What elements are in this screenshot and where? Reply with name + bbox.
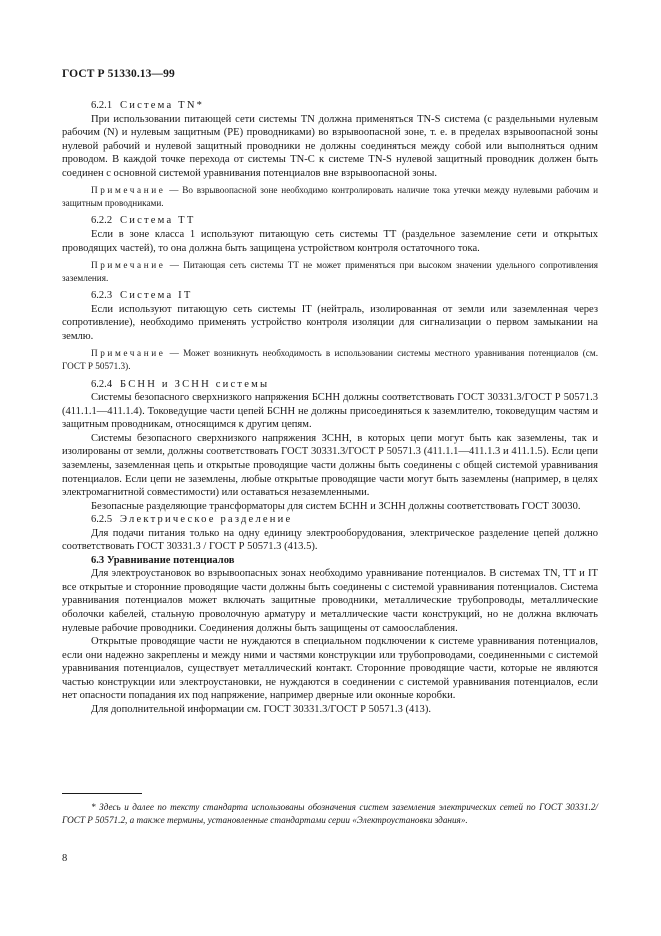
note-6-2-1: [62, 184, 598, 209]
section-6-2-5-heading: [62, 513, 598, 527]
page-content: [62, 98, 598, 716]
section-6-2-1-heading: [62, 99, 598, 113]
note-label: Примечание: [91, 348, 166, 359]
section-number: 6.2.1: [91, 100, 113, 111]
section-number: 6.2.2: [91, 215, 113, 227]
footnote-separator: [62, 793, 142, 794]
section-6-2-3-heading: [62, 289, 598, 303]
section-6-2-5-body: Для подачи питания только на одну единицу электрооборудования, электрическое разделение цепей должно соответствовать ГОСТ 30331.3 / ГОСТ Р 50571.3 (413.5).: [62, 527, 598, 553]
section-6-2-4-para-1: Системы безопасного сверхнизкого напряжения БСНН должны соответствовать ГОСТ 30331.3/ГОСТ Р 50571.3 (411.1.1—411.1.4). Токоведущие части цепей БСНН не должны присоединяться к заземлителю, токоведущим частям и защитным проводникам, относящимся к другим цепям.: [62, 392, 598, 431]
section-6-2-1-body: При использовании питающей сети системы TN должна применяться TN-S система (с раздельными нулевым рабочим (N) и нулевым защитным (PE) проводниками) во взрывоопасной зоне, т. е. в пределах взрывоопасной зоны нулевой рабочий и нулевой защитный проводники не должны соединяться между собой или выполняться одним проводом. В каждой точке перехода от системы TN-C к системе TN-S нулевой защитный проводник должен быть соединен с основной системой уравнивания потенциалов вне взрывоопасной зоны.: [62, 113, 598, 179]
section-number: 6.2.4: [91, 378, 113, 390]
page-number: 8: [62, 853, 68, 864]
section-6-3-para-1: Для электроустановок во взрывоопасных зонах необходимо уравнивание потенциалов. В системах TN, TT и IT все открытые и сторонние проводящие части должны быть соединены с системой уравнивания потенциалов. Система уравнивания потенциалов может включать защитные проводники, металлические трубопроводы, металлические оболочки кабелей, стальную проволочную арматуру и металлические части конструкций, но не должна включать нулевые рабочие проводники. Соединения должны быть защищены от самоослабления.: [62, 568, 598, 634]
section-title: Система TN*: [120, 100, 205, 111]
section-6-2-4-heading: [62, 378, 598, 392]
section-title: Электрическое разделение: [120, 514, 293, 526]
note-label: Примечание: [91, 185, 166, 196]
section-title: БСНН и ЗСНН системы: [120, 378, 270, 390]
section-6-2-2-heading: [62, 214, 598, 228]
note-text: — Может возникнуть необходимость в использовании системы местного уравнивания потенциалов (см. ГОСТ Р 50571.3).: [62, 348, 598, 372]
section-number: 6.2.5: [91, 514, 113, 526]
note-6-2-3: [62, 347, 598, 372]
footnote: * Здесь и далее по тексту стандарта использованы обозначения систем заземления электрических сетей по ГОСТ 30331.2/ГОСТ Р 50571.2, а также термины, установленные стандартами серии «Электроустановки здания».: [62, 802, 598, 826]
section-6-3-para-3: Для дополнительной информации см. ГОСТ 30331.3/ГОСТ Р 50571.3 (413).: [91, 703, 431, 715]
note-text: — Питающая сеть системы TT не может применяться при высоком значении удельного сопротивления заземления.: [62, 260, 598, 283]
section-6-3-heading: 6.3 Уравнивание потенциалов: [91, 554, 235, 566]
note-text: — Во взрывоопасной зоне необходимо контролировать наличие тока утечки между нулевыми рабочим и защитным проводниками.: [62, 185, 599, 208]
section-title: Система IT: [120, 290, 193, 302]
section-6-2-4-para-3: Безопасные разделяющие трансформаторы для систем БСНН и ЗСНН должны соответствовать ГОСТ 30030.: [91, 500, 581, 512]
section-6-2-3-body: Если используют питающую сеть системы IT (нейтраль, изолированная от земли или заземленная через сопротивление), необходимо применять устройство контроля изоляции для сигнализации о первом замыкании на землю.: [62, 303, 598, 342]
section-6-2-2-body: Если в зоне класса 1 используют питающую сеть системы TT (раздельное заземление сети и открытых проводящих частей), то она должна быть защищена устройством контроля остаточного тока.: [62, 229, 598, 254]
page-header: ГОСТ Р 51330.13—99: [62, 68, 175, 80]
section-6-2-4-para-2: Системы безопасного сверхнизкого напряжения ЗСНН, в которых цепи могут быть как заземлены, так и изолированы от земли, должны соответствовать ГОСТ 30331.3/ГОСТ Р 50571.3 (411.1.1—411.1.3 и 411.1.5). Если цепи заземлены, заземленная цепь и открытые проводящие части должны быть соединены с общей системой уравнивания потенциалов. Если цепи не заземлены, любые открытые проводящие части могут быть заземлены (например, в целях электромагнитной совместимости) или оставаться незаземленными.: [62, 432, 598, 499]
section-title: Система TT: [120, 215, 196, 227]
section-number: 6.2.3: [91, 290, 113, 302]
note-label: Примечание: [91, 260, 166, 271]
note-6-2-2: [62, 259, 598, 284]
section-6-3-para-2: Открытые проводящие части не нуждаются в специальном подключении к системе уравнивания потенциалов, если они надежно закреплены и между ними и частями конструкции или трубопроводами, соединенными с системой уравнивания потенциалов, существует металлический контакт. Сторонние проводящие части, которые не являются частью конструкции или электроустановки, не нуждаются в соединении с системой уравнивания потенциалов, если нет опасности попадания их под напряжение, например дверные или оконные коробки.: [62, 636, 598, 702]
